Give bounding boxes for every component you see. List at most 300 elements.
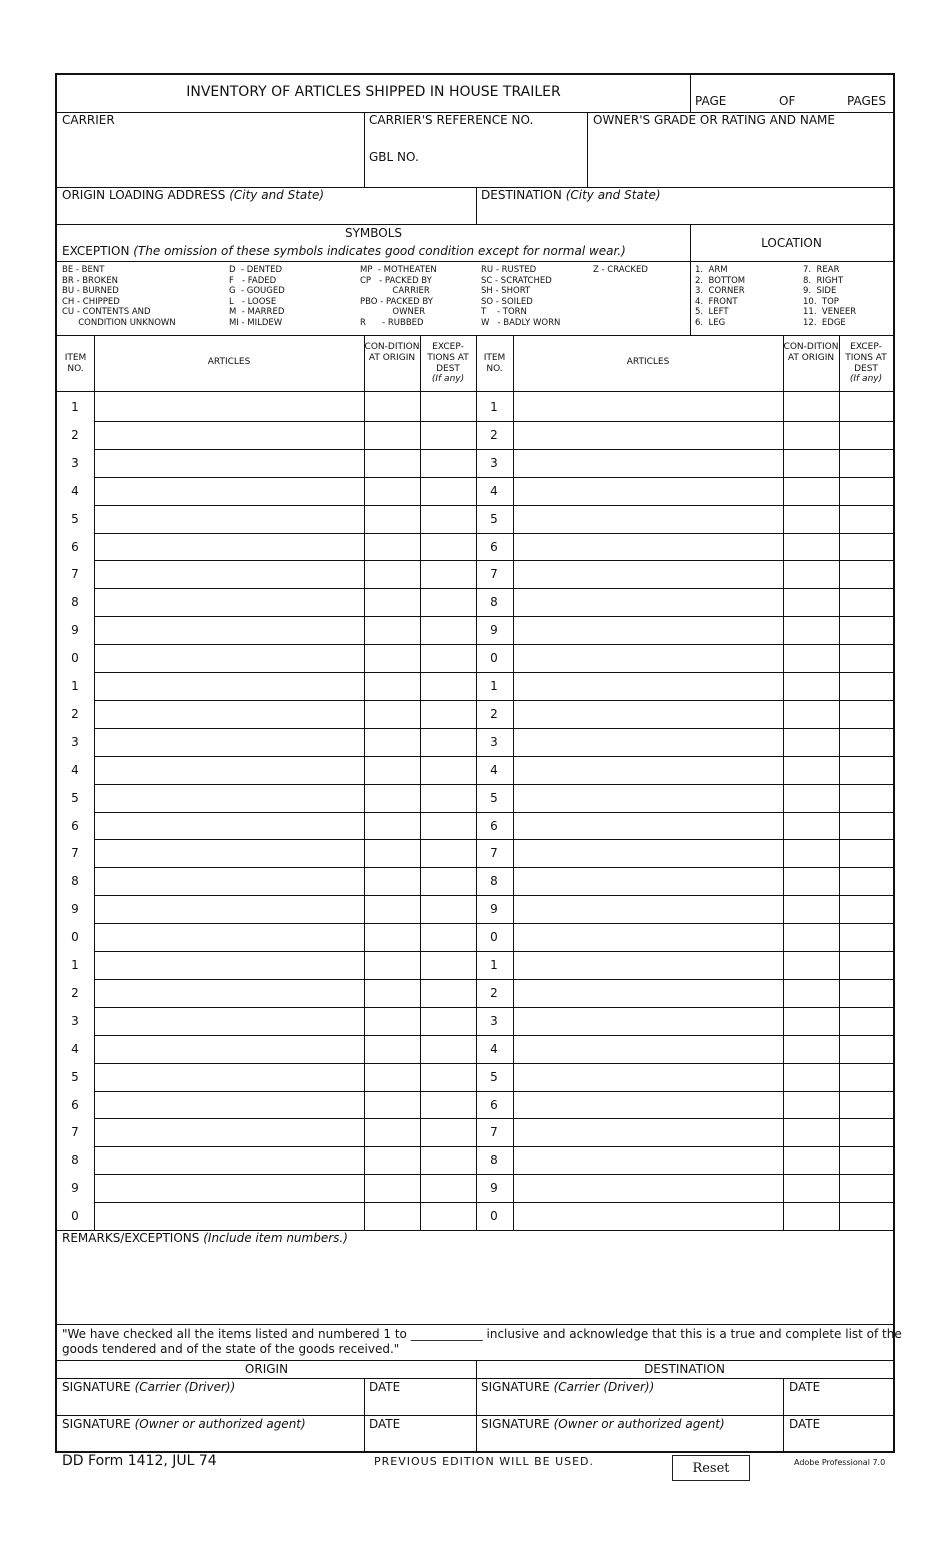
destination-field[interactable] bbox=[481, 203, 889, 223]
exception-field-left[interactable] bbox=[421, 1148, 475, 1172]
article-field-right[interactable] bbox=[514, 535, 782, 559]
symbol-entry: R - RUBBED bbox=[360, 317, 424, 328]
exception-field-left[interactable] bbox=[421, 786, 475, 810]
article-field-left[interactable] bbox=[95, 674, 363, 698]
inventory-form bbox=[55, 73, 902, 1453]
condition-field-left[interactable] bbox=[365, 1120, 419, 1144]
article-field-left[interactable] bbox=[95, 702, 363, 726]
location-column-2 bbox=[803, 265, 856, 328]
exception-field-right[interactable] bbox=[840, 925, 892, 949]
exception-field-left[interactable] bbox=[421, 1120, 475, 1144]
article-field-left[interactable] bbox=[95, 646, 363, 670]
origin-carrier-signature-label: SIGNATURE (Carrier (Driver)) bbox=[62, 1380, 236, 1394]
item-no-header-right: ITEM NO. bbox=[483, 353, 506, 374]
item-number-right: 7 bbox=[490, 1125, 498, 1140]
certification-line-1: "We have checked all the items listed and numbered 1 to ____________ inclusive and acknowledge that this is a true and complete list of the bbox=[62, 1327, 902, 1341]
remarks-field[interactable] bbox=[61, 1247, 889, 1321]
article-field-right[interactable] bbox=[514, 925, 782, 949]
condition-field-right[interactable] bbox=[784, 479, 838, 503]
exception-field-left[interactable] bbox=[421, 674, 475, 698]
location-entry: 11. VENEER bbox=[803, 307, 857, 317]
dest-owner-signature-field[interactable] bbox=[481, 1432, 779, 1450]
exception-field-left[interactable] bbox=[421, 618, 475, 642]
exception-field-left[interactable] bbox=[421, 395, 475, 419]
condition-field-left[interactable] bbox=[365, 953, 419, 977]
condition-field-right[interactable] bbox=[784, 1120, 838, 1144]
article-field-left[interactable] bbox=[95, 897, 363, 921]
condition-field-right[interactable] bbox=[784, 562, 838, 586]
article-field-right[interactable] bbox=[514, 674, 782, 698]
article-field-left[interactable] bbox=[95, 869, 363, 893]
exception-field-left[interactable] bbox=[421, 702, 475, 726]
article-field-left[interactable] bbox=[95, 479, 363, 503]
exception-field-right[interactable] bbox=[840, 897, 892, 921]
condition-field-left[interactable] bbox=[365, 786, 419, 810]
exception-field-left[interactable] bbox=[421, 1176, 475, 1200]
article-field-right[interactable] bbox=[514, 395, 782, 419]
exception-field-right[interactable] bbox=[840, 841, 892, 865]
article-field-right[interactable] bbox=[514, 590, 782, 614]
form-id: DD Form 1412, JUL 74 bbox=[62, 1453, 217, 1469]
article-field-left[interactable] bbox=[95, 1093, 363, 1117]
exception-field-left[interactable] bbox=[421, 1065, 475, 1089]
article-field-left[interactable] bbox=[95, 1176, 363, 1200]
exception-field-left[interactable] bbox=[421, 590, 475, 614]
exception-field-right[interactable] bbox=[840, 1009, 892, 1033]
exception-field-right[interactable] bbox=[840, 1037, 892, 1061]
article-field-right[interactable] bbox=[514, 897, 782, 921]
condition-field-left[interactable] bbox=[365, 395, 419, 419]
exception-field-left[interactable] bbox=[421, 841, 475, 865]
item-number-right: 3 bbox=[490, 455, 498, 470]
symbol-entry: MP - MOTHEATEN bbox=[360, 265, 437, 275]
symbol-entry: MI - MILDEW bbox=[229, 317, 283, 328]
article-field-left[interactable] bbox=[95, 618, 363, 642]
article-field-left[interactable] bbox=[95, 395, 363, 419]
item-number-left: 5 bbox=[71, 790, 79, 805]
item-number-left: 7 bbox=[71, 846, 79, 861]
condition-field-right[interactable] bbox=[784, 674, 838, 698]
condition-field-right[interactable] bbox=[784, 535, 838, 559]
exception-field-right[interactable] bbox=[840, 786, 892, 810]
article-field-left[interactable] bbox=[95, 925, 363, 949]
exception-field-left[interactable] bbox=[421, 953, 475, 977]
exception-field-right[interactable] bbox=[840, 953, 892, 977]
article-field-right[interactable] bbox=[514, 562, 782, 586]
exception-field-left[interactable] bbox=[421, 451, 475, 475]
location-entry: 7. REAR bbox=[803, 265, 840, 275]
article-field-left[interactable] bbox=[95, 1065, 363, 1089]
item-number-right: 9 bbox=[490, 1181, 498, 1196]
remarks-label: REMARKS/EXCEPTIONS (Include item numbers.) bbox=[62, 1231, 348, 1245]
article-field-right[interactable] bbox=[514, 869, 782, 893]
condition-field-right[interactable] bbox=[784, 1037, 838, 1061]
item-number-right: 1 bbox=[490, 679, 498, 693]
symbols-column-5 bbox=[593, 265, 648, 276]
exception-field-right[interactable] bbox=[840, 869, 892, 893]
article-field-left[interactable] bbox=[95, 1120, 363, 1144]
exception-field-left[interactable] bbox=[421, 535, 475, 559]
condition-field-left[interactable] bbox=[365, 451, 419, 475]
of-label: OF bbox=[779, 94, 796, 108]
exception-field-left[interactable] bbox=[421, 730, 475, 754]
item-number-left: 5 bbox=[71, 511, 79, 526]
condition-field-right[interactable] bbox=[784, 1065, 838, 1089]
article-field-left[interactable] bbox=[95, 507, 363, 531]
owner-field[interactable] bbox=[593, 129, 889, 185]
item-number-right: 8 bbox=[490, 1153, 498, 1168]
article-field-right[interactable] bbox=[514, 507, 782, 531]
item-number-left: 8 bbox=[71, 1153, 79, 1168]
condition-field-right[interactable] bbox=[784, 981, 838, 1005]
article-field-right[interactable] bbox=[514, 451, 782, 475]
article-field-right[interactable] bbox=[514, 618, 782, 642]
condition-field-right[interactable] bbox=[784, 423, 838, 447]
location-entry: 8. RIGHT bbox=[803, 275, 844, 286]
exception-field-right[interactable] bbox=[840, 535, 892, 559]
exception-field-right[interactable] bbox=[840, 562, 892, 586]
items-count-field[interactable] bbox=[397, 1325, 471, 1341]
symbol-entry: CP - PACKED BY bbox=[360, 275, 432, 286]
condition-field-right[interactable] bbox=[784, 395, 838, 419]
exception-field-right[interactable] bbox=[840, 702, 892, 726]
item-number-right: 6 bbox=[490, 818, 498, 833]
carrier-field[interactable] bbox=[61, 129, 361, 185]
exception-field-left[interactable] bbox=[421, 1009, 475, 1033]
article-field-right[interactable] bbox=[514, 423, 782, 447]
dest-owner-date-field[interactable] bbox=[789, 1432, 889, 1450]
article-field-right[interactable] bbox=[514, 1148, 782, 1172]
condition-field-right[interactable] bbox=[784, 646, 838, 670]
owner-label: OWNER'S GRADE OR RATING AND NAME bbox=[593, 113, 835, 127]
condition-field-right[interactable] bbox=[784, 1009, 838, 1033]
condition-field-right[interactable] bbox=[784, 730, 838, 754]
exception-field-right[interactable] bbox=[840, 1204, 892, 1228]
software-note: Adobe Professional 7.0 bbox=[794, 1458, 886, 1467]
condition-field-left[interactable] bbox=[365, 1065, 419, 1089]
item-number-left: 3 bbox=[71, 734, 79, 749]
symbol-entry: F - FADED bbox=[229, 275, 277, 286]
exception-field-left[interactable] bbox=[421, 758, 475, 782]
gbl-label: GBL NO. bbox=[369, 150, 419, 164]
item-number-left: 3 bbox=[71, 455, 79, 470]
condition-field-left[interactable] bbox=[365, 590, 419, 614]
dest-carrier-signature-field[interactable] bbox=[481, 1395, 779, 1413]
article-field-right[interactable] bbox=[514, 981, 782, 1005]
origin-owner-signature-field[interactable] bbox=[61, 1432, 361, 1450]
location-entry: 10. TOP bbox=[803, 296, 839, 307]
exception-field-left[interactable] bbox=[421, 1093, 475, 1117]
exception-field-left[interactable] bbox=[421, 897, 475, 921]
article-field-right[interactable] bbox=[514, 646, 782, 670]
item-number-left: 8 bbox=[71, 595, 79, 610]
article-field-left[interactable] bbox=[95, 1009, 363, 1033]
article-field-right[interactable] bbox=[514, 786, 782, 810]
condition-field-left[interactable] bbox=[365, 814, 419, 838]
article-field-right[interactable] bbox=[514, 841, 782, 865]
symbol-entry: D - DENTED bbox=[229, 265, 283, 275]
exception-field-left[interactable] bbox=[421, 925, 475, 949]
location-entry: 9. SIDE bbox=[803, 286, 837, 296]
condition-field-left[interactable] bbox=[365, 897, 419, 921]
exception-field-left[interactable] bbox=[421, 562, 475, 586]
symbol-entry: CH - CHIPPED bbox=[62, 296, 120, 307]
condition-field-left[interactable] bbox=[365, 535, 419, 559]
exception-field-right[interactable] bbox=[840, 451, 892, 475]
article-field-right[interactable] bbox=[514, 1037, 782, 1061]
symbol-entry: SO - SOILED bbox=[481, 296, 533, 307]
condition-field-right[interactable] bbox=[784, 590, 838, 614]
condition-field-left[interactable] bbox=[365, 925, 419, 949]
item-number-right: 5 bbox=[490, 1069, 498, 1084]
item-number-left: 4 bbox=[71, 762, 79, 777]
exception-field-right[interactable] bbox=[840, 646, 892, 670]
condition-field-left[interactable] bbox=[365, 674, 419, 698]
item-number-right: 0 bbox=[490, 651, 498, 666]
article-field-right[interactable] bbox=[514, 758, 782, 782]
location-entry: 4. FRONT bbox=[695, 296, 738, 307]
article-field-right[interactable] bbox=[514, 1009, 782, 1033]
symbol-entry: BE - BENT bbox=[62, 265, 105, 275]
condition-field-right[interactable] bbox=[784, 451, 838, 475]
condition-field-left[interactable] bbox=[365, 562, 419, 586]
origin-address-field[interactable] bbox=[61, 203, 471, 223]
condition-field-right[interactable] bbox=[784, 1176, 838, 1200]
condition-field-right[interactable] bbox=[784, 925, 838, 949]
symbol-entry: BU - BURNED bbox=[62, 286, 119, 296]
article-field-left[interactable] bbox=[95, 562, 363, 586]
symbols-column-4 bbox=[481, 265, 560, 328]
certification-line-2: goods tendered and of the state of the goods received." bbox=[62, 1342, 400, 1356]
condition-field-left[interactable] bbox=[365, 758, 419, 782]
symbol-entry: RU - RUSTED bbox=[481, 265, 537, 275]
article-field-left[interactable] bbox=[95, 451, 363, 475]
article-field-right[interactable] bbox=[514, 1204, 782, 1228]
origin-carrier-signature-field[interactable] bbox=[61, 1395, 361, 1413]
article-field-right[interactable] bbox=[514, 479, 782, 503]
condition-field-left[interactable] bbox=[365, 869, 419, 893]
condition-field-right[interactable] bbox=[784, 897, 838, 921]
exception-field-left[interactable] bbox=[421, 1037, 475, 1061]
article-field-right[interactable] bbox=[514, 1065, 782, 1089]
exception-field-left[interactable] bbox=[421, 814, 475, 838]
exception-field-left[interactable] bbox=[421, 981, 475, 1005]
condition-field-left[interactable] bbox=[365, 1093, 419, 1117]
article-field-left[interactable] bbox=[95, 590, 363, 614]
condition-field-right[interactable] bbox=[784, 758, 838, 782]
condition-field-left[interactable] bbox=[365, 1148, 419, 1172]
article-field-right[interactable] bbox=[514, 814, 782, 838]
item-number-right: 8 bbox=[490, 595, 498, 610]
article-field-left[interactable] bbox=[95, 730, 363, 754]
item-number-left: 1 bbox=[71, 400, 79, 414]
exception-field-right[interactable] bbox=[840, 814, 892, 838]
condition-field-left[interactable] bbox=[365, 702, 419, 726]
symbols-column-3 bbox=[360, 265, 437, 328]
symbol-entry: PBO - PACKED BY bbox=[360, 296, 433, 307]
condition-field-right[interactable] bbox=[784, 814, 838, 838]
condition-field-left[interactable] bbox=[365, 646, 419, 670]
condition-field-left[interactable] bbox=[365, 1009, 419, 1033]
condition-field-right[interactable] bbox=[784, 786, 838, 810]
symbols-title: SYMBOLS bbox=[344, 226, 403, 240]
condition-field-left[interactable] bbox=[365, 618, 419, 642]
symbol-entry: CU - CONTENTS AND bbox=[62, 307, 151, 317]
article-field-left[interactable] bbox=[95, 841, 363, 865]
total-pages-field[interactable] bbox=[801, 89, 845, 109]
item-number-left: 5 bbox=[71, 1069, 79, 1084]
exception-field-left[interactable] bbox=[421, 869, 475, 893]
exception-field-right[interactable] bbox=[840, 1120, 892, 1144]
condition-field-left[interactable] bbox=[365, 423, 419, 447]
article-field-right[interactable] bbox=[514, 1176, 782, 1200]
exception-field-left[interactable] bbox=[421, 1204, 475, 1228]
edition-note: PREVIOUS EDITION WILL BE USED. bbox=[374, 1455, 595, 1468]
condition-field-right[interactable] bbox=[784, 618, 838, 642]
symbol-entry: L - LOOSE bbox=[229, 296, 277, 307]
article-field-right[interactable] bbox=[514, 1120, 782, 1144]
item-number-right: 7 bbox=[490, 846, 498, 861]
condition-field-left[interactable] bbox=[365, 1204, 419, 1228]
item-number-left: 1 bbox=[71, 958, 79, 972]
article-field-right[interactable] bbox=[514, 730, 782, 754]
symbol-entry: G - GOUGED bbox=[229, 286, 285, 296]
article-field-left[interactable] bbox=[95, 1204, 363, 1228]
item-number-left: 6 bbox=[71, 818, 79, 833]
item-number-right: 4 bbox=[490, 762, 498, 777]
condition-field-left[interactable] bbox=[365, 981, 419, 1005]
dest-carrier-date-label: DATE bbox=[789, 1380, 821, 1394]
item-number-right: 5 bbox=[490, 790, 498, 805]
item-number-left: 4 bbox=[71, 483, 79, 498]
condition-field-left[interactable] bbox=[365, 841, 419, 865]
dest-owner-signature-label: SIGNATURE (Owner or authorized agent) bbox=[481, 1417, 725, 1431]
exceptions-header-left: EXCEP-TIONS AT DEST (If any) bbox=[427, 342, 469, 385]
item-number-right: 2 bbox=[490, 427, 498, 442]
exception-field-right[interactable] bbox=[840, 395, 892, 419]
article-field-right[interactable] bbox=[514, 702, 782, 726]
item-number-left: 6 bbox=[71, 539, 79, 554]
exception-field-right[interactable] bbox=[840, 507, 892, 531]
item-number-right: 6 bbox=[490, 1097, 498, 1112]
condition-field-right[interactable] bbox=[784, 1148, 838, 1172]
dest-carrier-date-field[interactable] bbox=[789, 1395, 889, 1413]
article-field-left[interactable] bbox=[95, 981, 363, 1005]
exception-field-right[interactable] bbox=[840, 674, 892, 698]
condition-field-right[interactable] bbox=[784, 1093, 838, 1117]
article-field-left[interactable] bbox=[95, 953, 363, 977]
origin-header: ORIGIN bbox=[244, 1362, 289, 1376]
exceptions-header-right: EXCEP-TIONS AT DEST (If any) bbox=[845, 342, 887, 385]
article-field-left[interactable] bbox=[95, 535, 363, 559]
article-field-right[interactable] bbox=[514, 1093, 782, 1117]
item-number-right: 9 bbox=[490, 623, 498, 638]
article-field-left[interactable] bbox=[95, 814, 363, 838]
item-number-right: 2 bbox=[490, 985, 498, 1000]
exception-field-left[interactable] bbox=[421, 507, 475, 531]
condition-field-right[interactable] bbox=[784, 1204, 838, 1228]
item-number-left: 9 bbox=[71, 623, 79, 638]
article-field-left[interactable] bbox=[95, 786, 363, 810]
item-number-right: 3 bbox=[490, 1013, 498, 1028]
item-no-header-left: ITEM NO. bbox=[64, 353, 87, 374]
condition-field-left[interactable] bbox=[365, 730, 419, 754]
item-number-left: 2 bbox=[71, 706, 79, 721]
exception-field-right[interactable] bbox=[840, 730, 892, 754]
condition-field-right[interactable] bbox=[784, 702, 838, 726]
condition-field-right[interactable] bbox=[784, 507, 838, 531]
page-label: PAGE bbox=[695, 94, 727, 108]
page-number-field[interactable] bbox=[725, 89, 775, 109]
item-number-left: 7 bbox=[71, 1125, 79, 1140]
exception-field-right[interactable] bbox=[840, 590, 892, 614]
item-number-right: 0 bbox=[490, 1209, 498, 1224]
condition-field-right[interactable] bbox=[784, 953, 838, 977]
article-field-left[interactable] bbox=[95, 1148, 363, 1172]
article-field-left[interactable] bbox=[95, 1037, 363, 1061]
condition-header-right: CON-DITION AT ORIGIN bbox=[783, 342, 839, 363]
condition-field-left[interactable] bbox=[365, 1176, 419, 1200]
reset-button[interactable]: Reset bbox=[672, 1455, 750, 1481]
exception-field-right[interactable] bbox=[840, 981, 892, 1005]
exception-field-right[interactable] bbox=[840, 758, 892, 782]
condition-field-left[interactable] bbox=[365, 507, 419, 531]
condition-field-left[interactable] bbox=[365, 479, 419, 503]
origin-owner-date-field[interactable] bbox=[369, 1432, 473, 1450]
item-number-left: 7 bbox=[71, 567, 79, 582]
carrier-label: CARRIER bbox=[62, 113, 115, 127]
item-number-left: 4 bbox=[71, 1041, 79, 1056]
carrier-reference-field[interactable] bbox=[369, 129, 583, 147]
dest-carrier-signature-label: SIGNATURE (Carrier (Driver)) bbox=[481, 1380, 655, 1394]
item-number-left: 3 bbox=[71, 1013, 79, 1028]
article-field-left[interactable] bbox=[95, 423, 363, 447]
symbol-entry: SC - SCRATCHED bbox=[481, 275, 552, 286]
exception-label: EXCEPTION (The omission of these symbols indicates good condition except for normal wear.) bbox=[62, 244, 626, 258]
article-field-right[interactable] bbox=[514, 953, 782, 977]
origin-owner-date-label: DATE bbox=[369, 1417, 401, 1431]
exception-field-left[interactable] bbox=[421, 479, 475, 503]
location-entry: 12. EDGE bbox=[803, 317, 846, 328]
symbols-column-1 bbox=[62, 265, 176, 328]
condition-field-right[interactable] bbox=[784, 869, 838, 893]
exception-field-right[interactable] bbox=[840, 1148, 892, 1172]
exception-field-right[interactable] bbox=[840, 423, 892, 447]
symbol-entry: T - TORN bbox=[481, 307, 527, 317]
item-number-left: 1 bbox=[71, 679, 79, 693]
item-number-right: 0 bbox=[490, 930, 498, 945]
item-number-right: 9 bbox=[490, 902, 498, 917]
gbl-field[interactable] bbox=[369, 165, 583, 185]
exception-field-right[interactable] bbox=[840, 479, 892, 503]
exception-field-left[interactable] bbox=[421, 423, 475, 447]
origin-carrier-date-label: DATE bbox=[369, 1380, 401, 1394]
article-field-left[interactable] bbox=[95, 758, 363, 782]
exception-field-right[interactable] bbox=[840, 1065, 892, 1089]
origin-carrier-date-field[interactable] bbox=[369, 1395, 473, 1413]
condition-field-right[interactable] bbox=[784, 841, 838, 865]
symbol-entry: W - BADLY WORN bbox=[481, 317, 561, 328]
item-number-left: 2 bbox=[71, 427, 79, 442]
destination-header: DESTINATION bbox=[644, 1362, 725, 1376]
condition-field-left[interactable] bbox=[365, 1037, 419, 1061]
carrier-reference-label: CARRIER'S REFERENCE NO. bbox=[369, 113, 534, 127]
articles-header-right: ARTICLES bbox=[626, 357, 670, 367]
exception-field-right[interactable] bbox=[840, 618, 892, 642]
exception-field-right[interactable] bbox=[840, 1176, 892, 1200]
exception-field-right[interactable] bbox=[840, 1093, 892, 1117]
exception-field-left[interactable] bbox=[421, 646, 475, 670]
